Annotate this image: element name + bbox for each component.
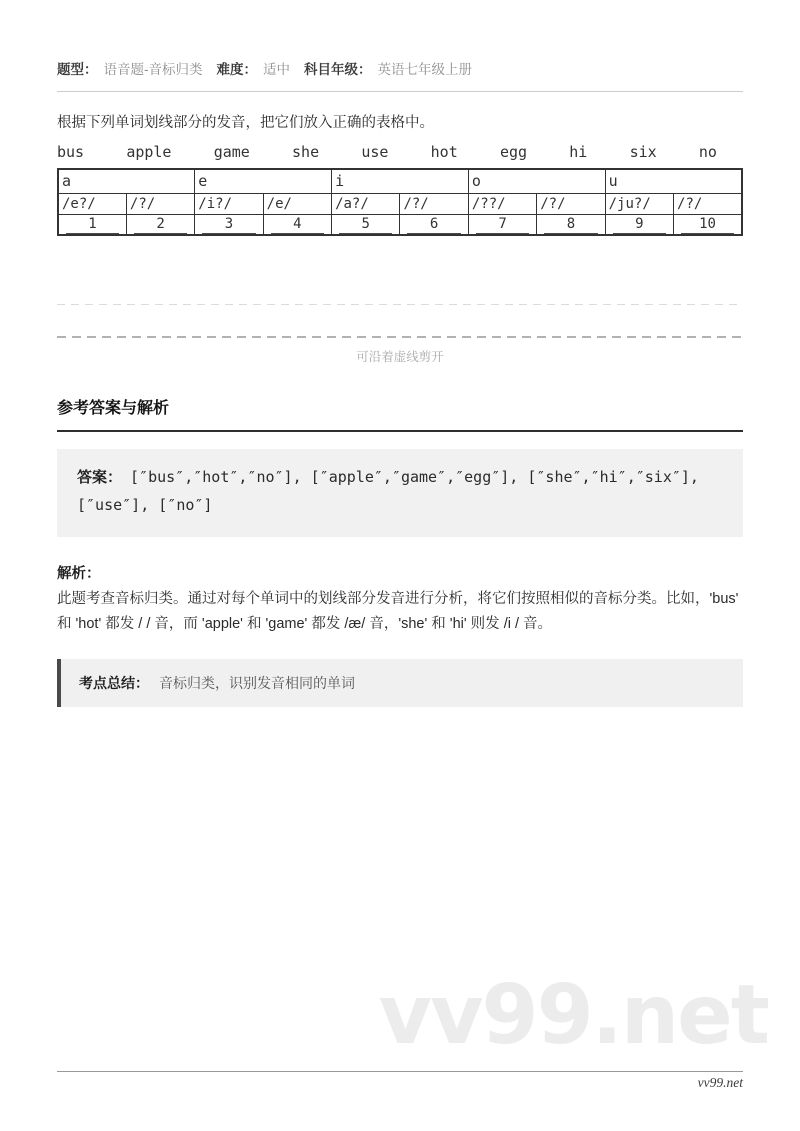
blank-number: 2 bbox=[134, 215, 187, 234]
vowel-cell: a bbox=[58, 169, 195, 193]
cut-here-label: 可沿着虚线剪开 bbox=[356, 350, 444, 364]
analysis-label: 解析： bbox=[57, 565, 101, 582]
word-item: no bbox=[698, 143, 717, 161]
vowel-cell: u bbox=[605, 169, 742, 193]
answer-blank-cell bbox=[263, 214, 331, 235]
answer-blank-cell bbox=[400, 214, 468, 235]
answer-value: [″bus″,″hot″,″no″], [″apple″,″game″,″egg″], [″she″,″hi″,″six″], [″use″], [″no″] bbox=[77, 468, 699, 514]
blank-number: 3 bbox=[202, 215, 255, 234]
phonetic-cell: /?/ bbox=[537, 193, 605, 214]
blank-number: 1 bbox=[66, 215, 119, 234]
answer-blank-cell bbox=[468, 214, 536, 235]
key-points-label: 考点总结： bbox=[79, 675, 149, 692]
key-points-box bbox=[57, 659, 743, 707]
word-item: egg bbox=[499, 143, 528, 161]
word-item: use bbox=[361, 143, 389, 161]
answer-blank-row bbox=[58, 214, 742, 235]
answer-blank-cell bbox=[126, 214, 194, 235]
word-item: hi bbox=[569, 143, 588, 161]
question-type-label: 题型： bbox=[57, 62, 98, 77]
phonetic-row bbox=[58, 193, 742, 214]
key-points-value: 音标归类，识别发音相同的单词 bbox=[159, 675, 355, 692]
phonetic-cell: /e?/ bbox=[58, 193, 126, 214]
phonetics-table bbox=[57, 168, 743, 236]
blank-number: 9 bbox=[613, 215, 666, 234]
blank-number: 8 bbox=[544, 215, 597, 234]
question-meta-header bbox=[57, 0, 743, 78]
vowel-cell: o bbox=[468, 169, 605, 193]
word-bank bbox=[57, 143, 743, 161]
phonetic-cell: /e/ bbox=[263, 193, 331, 214]
question-prompt: 根据下列单词划线部分的发音，把它们放入正确的表格中。 bbox=[57, 115, 434, 131]
difficulty-label: 难度： bbox=[216, 62, 257, 77]
page-footer bbox=[57, 1071, 743, 1092]
vowel-cell: e bbox=[195, 169, 332, 193]
phonetic-cell: /a?/ bbox=[332, 193, 400, 214]
blank-number: 6 bbox=[407, 215, 460, 234]
phonetic-cell: /i?/ bbox=[195, 193, 263, 214]
answer-blank-cell bbox=[332, 214, 400, 235]
answer-blank-cell bbox=[605, 214, 673, 235]
word-item: game bbox=[213, 143, 250, 161]
answers-section-heading: 参考答案与解析 bbox=[57, 400, 170, 417]
word-item: hot bbox=[430, 143, 458, 161]
phonetic-cell: /?/ bbox=[126, 193, 194, 214]
answer-blank-cell bbox=[195, 214, 263, 235]
page-content bbox=[57, 0, 743, 707]
answer-label: 答案： bbox=[77, 469, 123, 486]
word-item: bus bbox=[57, 143, 85, 161]
question-type-value: 语音题-音标归类 bbox=[103, 62, 203, 77]
word-item: she bbox=[292, 143, 320, 161]
word-item: apple bbox=[126, 143, 172, 161]
analysis-text: 此题考查音标归类。通过对每个单词中的划线部分发音进行分析，将它们按照相似的音标分类。比如，'bus' 和 'hot' 都发 / / 音，而 'apple' 和 'game' 都发 /æ/ 音，'she' 和 'hi' 则发 /i / 音。 bbox=[57, 590, 739, 632]
answer-blank-cell bbox=[674, 214, 742, 235]
cut-dashed-line-dark bbox=[57, 336, 743, 338]
answers-heading-rule bbox=[57, 430, 743, 432]
phonetic-cell: /?/ bbox=[400, 193, 468, 214]
blank-number: 10 bbox=[681, 215, 734, 234]
difficulty-value: 适中 bbox=[263, 62, 290, 77]
phonetic-cell: /ju?/ bbox=[605, 193, 673, 214]
answer-blank-cell bbox=[537, 214, 605, 235]
header-divider bbox=[57, 91, 743, 92]
blank-number: 7 bbox=[476, 215, 529, 234]
phonetic-cell: /??/ bbox=[468, 193, 536, 214]
grade-value: 英语七年级上册 bbox=[377, 62, 472, 77]
cut-dashed-line-light bbox=[57, 304, 743, 305]
vowel-cell: i bbox=[332, 169, 469, 193]
vowel-row bbox=[58, 169, 742, 193]
blank-number: 4 bbox=[271, 215, 324, 234]
blank-number: 5 bbox=[339, 215, 392, 234]
answer-box bbox=[57, 449, 743, 537]
answer-blank-cell bbox=[58, 214, 126, 235]
grade-label: 科目年级： bbox=[304, 62, 372, 77]
word-item: six bbox=[629, 143, 657, 161]
site-watermark: vv99.net bbox=[378, 968, 768, 1063]
phonetic-cell: /?/ bbox=[674, 193, 742, 214]
footer-site-name: vv99.net bbox=[697, 1075, 743, 1090]
